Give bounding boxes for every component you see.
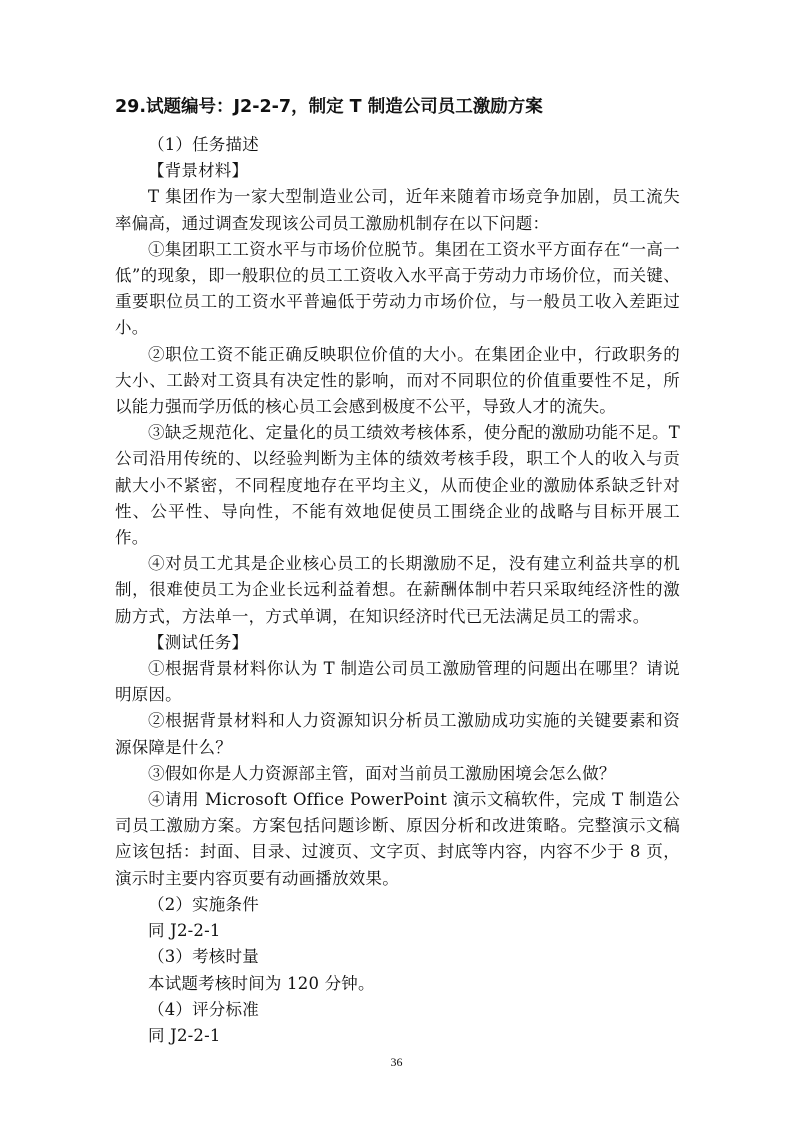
test-task-3: ③假如你是人力资源部主管，面对当前员工激励困境会怎么做？ [148,763,616,783]
conditions-text: 同 J2-2-1 [148,921,221,941]
test-task-4: ④请用 Microsoft Office PowerPoint 演示文稿软件，完成 T 制造公司员工激励方案。方案包括问题诊断、原因分析和改进策略。完整演示文稿应该包括：封面、目录、过渡页、文字页、封底等内容，内容不少于 8 页，演示时主要内容页要有动画播放效果。 [115,790,680,888]
test-task-heading: 【测试任务】 [148,632,249,652]
problem-4: ④对员工尤其是企业核心员工的长期激励不足，没有建立利益共享的机制，很难使员工为企业长远利益着想。在薪酬体制中若只采取纯经济性的激励方式，方法单一，方式单调，在知识经济时代已无法满足员工的需求。 [115,554,680,626]
background-heading: 【背景材料】 [148,161,249,181]
question-title: 29.试题编号：J2-2-7，制定 T 制造公司员工激励方案 [115,97,543,117]
question-body [115,132,680,1049]
problem-2: ②职位工资不能正确反映职位价值的大小。在集团企业中，行政职务的大小、工龄对工资具有决定性的影响，而对不同职位的价值重要性不足，所以能力强而学历低的核心员工会感到极度不公平，导致人才的流失。 [115,344,680,417]
time-text: 本试题考核时间为 120 分钟。 [148,973,375,993]
scoring-heading: （4）评分标准 [148,999,259,1019]
conditions-heading: （2）实施条件 [148,894,259,914]
background-intro: T 集团作为一家大型制造业公司，近年来随着市场竞争加剧，员工流失率偏高，通过调查发现该公司员工激励机制存在以下问题： [115,187,680,233]
task-description-heading: （1）任务描述 [148,135,259,154]
time-heading: （3）考核时量 [148,947,259,967]
test-task-2: ②根据背景材料和人力资源知识分析员工激励成功实施的关键要素和资源保障是什么？ [115,711,680,757]
problem-1: ①集团职工工资水平与市场价位脱节。集团在工资水平方面存在“一高一低”的现象，即一般职位的员工工资收入水平高于劳动力市场价位，而关键、重要职位员工的工资水平普遍低于劳动力市场价位，与一般员工收入差距过小。 [115,239,680,338]
test-task-1: ①根据背景材料你认为 T 制造公司员工激励管理的问题出在哪里？请说明原因。 [115,659,680,705]
scoring-text: 同 J2-2-1 [148,1025,221,1045]
problem-3: ③缺乏规范化、定量化的员工绩效考核体系，使分配的激励功能不足。T 公司沿用传统的、以经验判断为主体的绩效考核手段，职工个人的收入与贡献大小不紧密，不同程度地存在平均主义，从而使企业的激励体系缺乏针对性、公平性、导向性，不能有效地促使员工围绕企业的战略与目标开展工作。 [115,423,680,548]
page-number: 36 [390,1055,403,1069]
